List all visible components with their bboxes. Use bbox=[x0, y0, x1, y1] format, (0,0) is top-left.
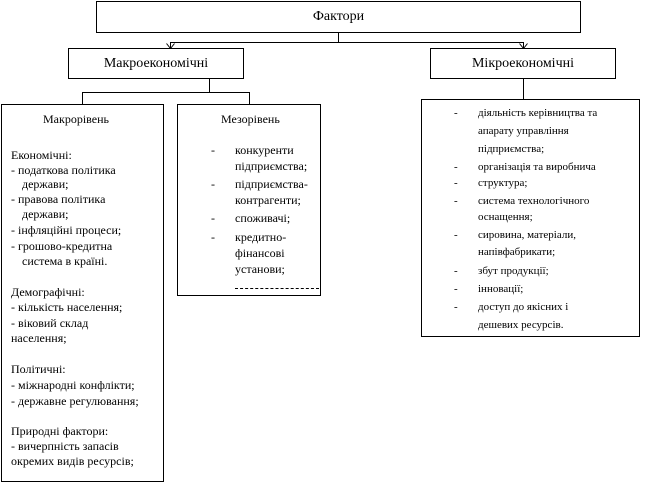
list-item: - грошово-кредитна bbox=[11, 239, 113, 253]
list-item: кредитно- bbox=[235, 230, 287, 244]
list-item: держави; bbox=[22, 207, 69, 221]
bullet: - bbox=[454, 301, 458, 313]
list-item: - правова політика bbox=[11, 192, 106, 206]
list-item: підприємства; bbox=[235, 159, 308, 173]
economic-heading: Економічні: bbox=[11, 148, 72, 162]
list-item: фінансові bbox=[235, 246, 285, 260]
list-item: апарату управління bbox=[478, 125, 569, 137]
list-item: споживачі; bbox=[235, 211, 291, 225]
bullet: - bbox=[454, 229, 458, 241]
list-item: система в країні. bbox=[22, 254, 108, 268]
bullet: - bbox=[211, 211, 215, 225]
bullet: - bbox=[211, 177, 215, 191]
list-item: установи; bbox=[235, 262, 285, 276]
list-item: контрагенти; bbox=[235, 193, 301, 207]
macro-economic-box bbox=[68, 48, 244, 79]
macrolevel-title: Макрорівень bbox=[43, 112, 109, 126]
natural-heading: Природні фактори: bbox=[11, 424, 109, 438]
macrolevel-box bbox=[1, 104, 164, 482]
list-item: - податкова політика bbox=[11, 163, 116, 177]
dashed-divider bbox=[235, 288, 319, 289]
bullet: - bbox=[454, 195, 458, 207]
list-item: населення; bbox=[11, 331, 67, 345]
micro-economic-title: Мікроекономічні bbox=[471, 55, 574, 71]
list-item: - інфляційні процеси; bbox=[11, 223, 122, 237]
list-item: доступ до якісних і bbox=[478, 301, 569, 313]
micro-economic-box bbox=[430, 48, 616, 79]
list-item: - державне регулювання; bbox=[11, 394, 139, 408]
mesolevel-box bbox=[177, 104, 321, 296]
list-item: конкуренти bbox=[235, 143, 294, 157]
root-factors-title: Фактори bbox=[312, 9, 365, 24]
list-item: підприємства- bbox=[235, 177, 308, 191]
list-item: структура; bbox=[478, 177, 528, 189]
bullet: - bbox=[211, 143, 215, 157]
macro-economic-title: Макроекономічні bbox=[103, 55, 209, 71]
list-item: - міжнародні конфлікти; bbox=[11, 378, 135, 392]
bullet: - bbox=[454, 161, 458, 173]
list-item: підприємства; bbox=[478, 143, 545, 155]
list-item: дешевих ресурсів. bbox=[478, 319, 564, 331]
political-heading: Політичні: bbox=[11, 362, 66, 376]
root-factors-box bbox=[96, 1, 581, 33]
list-item: - віковий склад bbox=[11, 316, 89, 330]
list-item: напівфабрикати; bbox=[478, 246, 556, 258]
demographic-heading: Демографічні: bbox=[11, 285, 85, 299]
bullet: - bbox=[454, 283, 458, 295]
bullet: - bbox=[211, 230, 215, 244]
list-item: оснащення; bbox=[478, 211, 533, 223]
list-item: окремих видів ресурсів; bbox=[11, 454, 134, 468]
mesolevel-title: Мезорівень bbox=[221, 112, 280, 126]
list-item: - вичерпність запасів bbox=[11, 439, 119, 453]
list-item: сировина, матеріали, bbox=[478, 229, 576, 241]
bullet: - bbox=[454, 107, 458, 119]
list-item: діяльність керівництва та bbox=[478, 107, 598, 119]
bullet: - bbox=[454, 177, 458, 189]
list-item: збут продукції; bbox=[478, 265, 549, 277]
bullet: - bbox=[454, 265, 458, 277]
micro-list-box bbox=[421, 99, 640, 337]
list-item: система технологічного bbox=[478, 195, 590, 207]
list-item: держави; bbox=[22, 177, 69, 191]
list-item: інновації; bbox=[478, 283, 524, 295]
list-item: - кількість населення; bbox=[11, 300, 123, 314]
list-item: організація та виробнича bbox=[478, 161, 596, 173]
